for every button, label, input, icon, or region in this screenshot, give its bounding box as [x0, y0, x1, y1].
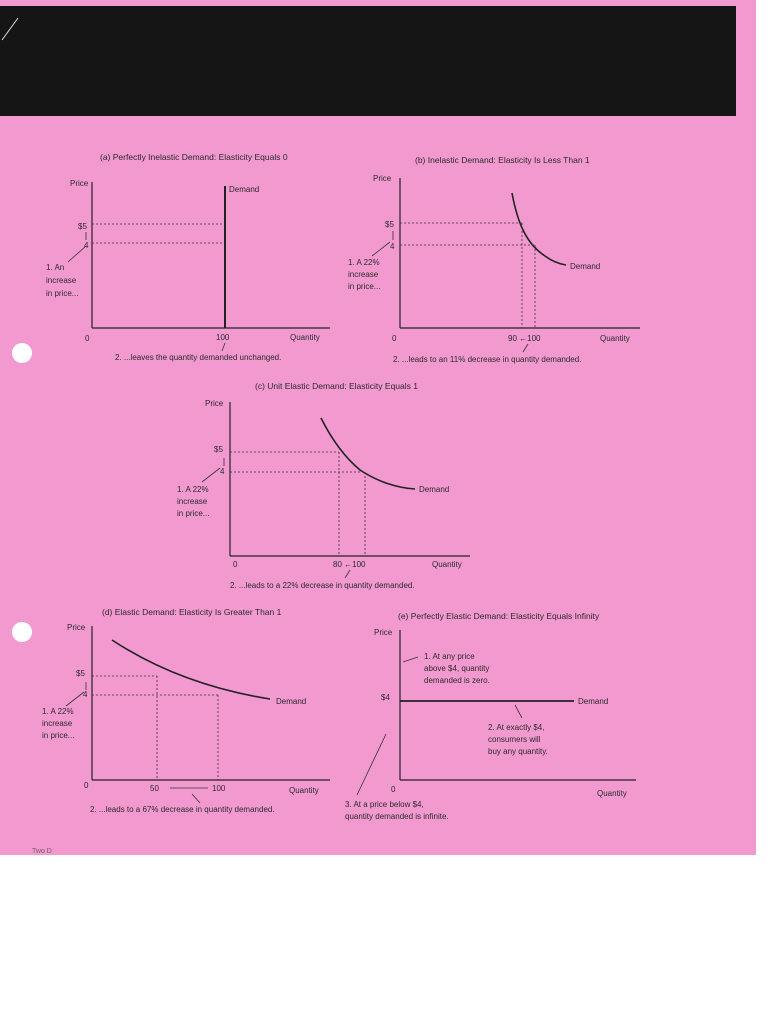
- panel-a-zero: 0: [85, 334, 90, 343]
- panel-c-quantity-label: Quantity: [432, 560, 462, 569]
- panel-a-p4-label: 4: [84, 241, 89, 250]
- panel-b-caption: 2. ...leads to an 11% decrease in quantity demanded.: [393, 355, 582, 364]
- panel-a-title: (a) Perfectly Inelastic Demand: Elasticity Equals 0: [100, 152, 288, 162]
- panel-c-p5-label: $5: [214, 445, 223, 454]
- panel-a-note-3: in price...: [46, 289, 79, 298]
- panel-d-zero: 0: [84, 781, 89, 790]
- panel-b-quantity-label: Quantity: [600, 334, 630, 343]
- panel-d-p5-label: $5: [76, 669, 85, 678]
- panel-d-demand-label: Demand: [276, 697, 307, 706]
- panel-d-price-label: Price: [67, 623, 86, 632]
- panel-c-p4-label: 4: [220, 467, 225, 476]
- panel-b-title: (b) Inelastic Demand: Elasticity Is Less Than 1: [415, 155, 590, 165]
- panel-c-note-3: in price...: [177, 509, 210, 518]
- panel-c-q-range: 80 ←100: [333, 560, 366, 569]
- panel-e-note-2a: 2. At exactly $4,: [488, 723, 545, 732]
- panel-c-caption: 2. ...leads to a 22% decrease in quantity demanded.: [230, 581, 415, 590]
- punch-hole-lower: [12, 622, 32, 642]
- panel-a-price-label: Price: [70, 179, 89, 188]
- panel-e-note-1b: above $4, quantity: [424, 664, 490, 673]
- panel-c-price-label: Price: [205, 399, 224, 408]
- panel-e-note-3a: 3. At a price below $4,: [345, 800, 424, 809]
- panel-b-demand-label: Demand: [570, 262, 601, 271]
- panel-e-zero: 0: [391, 785, 396, 794]
- panel-a-q100: 100: [216, 333, 230, 342]
- panel-b-p4-label: 4: [390, 242, 395, 251]
- panel-e-price-label: Price: [374, 628, 393, 637]
- panel-b-note-1: 1. A 22%: [348, 258, 380, 267]
- punch-hole-upper: [12, 343, 32, 363]
- panel-b-q-range: 90 ←100: [508, 334, 541, 343]
- panel-b-note-3: in price...: [348, 282, 381, 291]
- panel-b-zero: 0: [392, 334, 397, 343]
- panel-a-caption: 2. ...leaves the quantity demanded unchanged.: [115, 353, 282, 362]
- panel-e-note-1a: 1. At any price: [424, 652, 475, 661]
- panel-d-caption: 2. ...leads to a 67% decrease in quantity demanded.: [90, 805, 275, 814]
- panel-a-note-1: 1. An: [46, 263, 65, 272]
- panel-b-note-2: increase: [348, 270, 379, 279]
- panel-d-p4-label: 4: [83, 690, 88, 699]
- panel-b-p5-label: $5: [385, 220, 394, 229]
- panel-a-p5-label: $5: [78, 222, 87, 231]
- page-white-bottom: [0, 855, 768, 1024]
- panel-e-quantity-label: Quantity: [597, 789, 627, 798]
- panel-a-note-2: increase: [46, 276, 77, 285]
- panel-e-note-1c: demanded is zero.: [424, 676, 490, 685]
- panel-c-note-1: 1. A 22%: [177, 485, 209, 494]
- footer-fragment: Two D: [32, 848, 52, 855]
- panel-c-demand-label: Demand: [419, 485, 450, 494]
- panel-d-note-3: in price...: [42, 731, 75, 740]
- panel-e-note-2b: consumers will: [488, 735, 541, 744]
- panel-e-note-2c: buy any quantity.: [488, 747, 548, 756]
- panel-a-quantity-label: Quantity: [290, 333, 320, 342]
- panel-d-title: (d) Elastic Demand: Elasticity Is Greater Than 1: [102, 607, 282, 617]
- panel-d-note-1: 1. A 22%: [42, 707, 74, 716]
- panel-d-note-2: increase: [42, 719, 73, 728]
- dark-top-band: [0, 6, 736, 116]
- panel-c-title: (c) Unit Elastic Demand: Elasticity Equals 1: [255, 381, 418, 391]
- panel-d-q100: 100: [212, 784, 226, 793]
- panel-e-p4-label: $4: [381, 693, 390, 702]
- panel-e-note-3b: quantity demanded is infinite.: [345, 812, 449, 821]
- panel-d-q50: 50: [150, 784, 159, 793]
- panel-d-quantity-label: Quantity: [289, 786, 319, 795]
- panel-b-price-label: Price: [373, 174, 392, 183]
- panel-e-title: (e) Perfectly Elastic Demand: Elasticity Equals Infinity: [398, 611, 600, 621]
- panel-e-demand-label: Demand: [578, 697, 609, 706]
- panel-c-zero: 0: [233, 560, 238, 569]
- panel-c-note-2: increase: [177, 497, 208, 506]
- panel-a-demand-label: Demand: [229, 185, 260, 194]
